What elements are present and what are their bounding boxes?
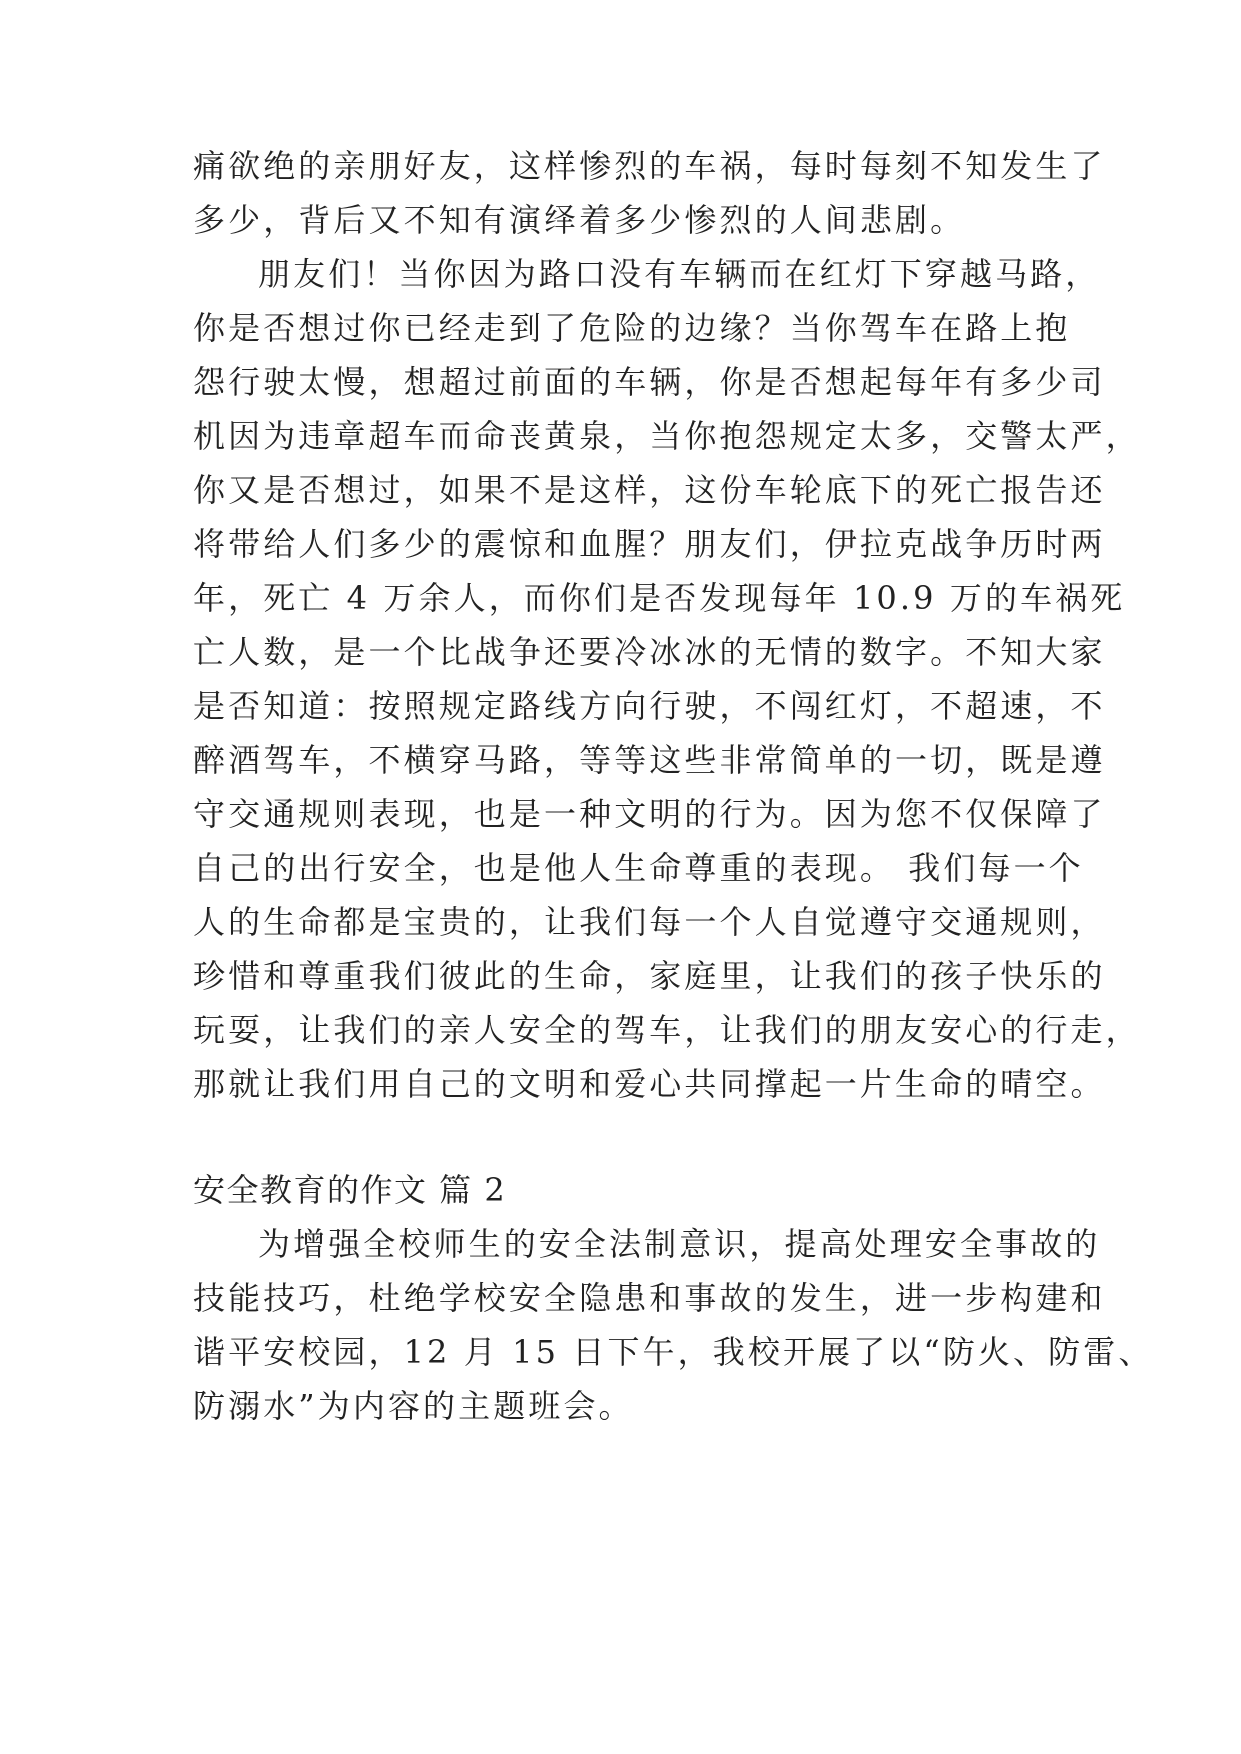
paragraph-2-line-2: 你是否想过你已经走到了危险的边缘？当你驾车在路上抱	[193, 309, 1071, 347]
paragraph-2-line-14: 珍惜和尊重我们彼此的生命，家庭里，让我们的孩子快乐的	[193, 957, 1106, 995]
paragraph-2-line-11: 守交通规则表现，也是一种文明的行为。因为您不仅保障了	[193, 795, 1106, 833]
paragraph-2-line-4: 机因为违章超车而命丧黄泉，当你抱怨规定太多，交警太严，	[193, 417, 1141, 455]
paragraph-2-line-6: 将带给人们多少的震惊和血腥？朋友们，伊拉克战争历时两	[193, 525, 1106, 563]
paragraph-3-line-1: 为增强全校师生的安全法制意识，提高处理安全事故的	[258, 1225, 1101, 1263]
paragraph-1-line-2: 多少，背后又不知有演绎着多少惨烈的人间悲剧。	[193, 201, 966, 239]
paragraph-3-line-3: 谐平安校园，12 月 15 日下午，我校开展了以“防火、防雷、	[193, 1333, 1154, 1371]
paragraph-2-line-8: 亡人数，是一个比战争还要冷冰冰的无情的数字。不知大家	[193, 633, 1106, 671]
paragraph-2-line-13: 人的生命都是宝贵的，让我们每一个人自觉遵守交通规则，	[193, 903, 1106, 941]
paragraph-2-line-10: 醉酒驾车，不横穿马路，等等这些非常简单的一切，既是遵	[193, 741, 1106, 779]
paragraph-3-line-2: 技能技巧，杜绝学校安全隐患和事故的发生，进一步构建和	[193, 1279, 1106, 1317]
section-heading: 安全教育的作文 篇 2	[193, 1171, 507, 1209]
paragraph-2-line-5: 你又是否想过，如果不是这样，这份车轮底下的死亡报告还	[193, 471, 1106, 509]
paragraph-2-line-7: 年，死亡 4 万余人，而你们是否发现每年 10.9 万的车祸死	[193, 579, 1126, 617]
paragraph-2-line-16: 那就让我们用自己的文明和爱心共同撑起一片生命的晴空。	[193, 1065, 1106, 1103]
paragraph-2-line-1: 朋友们！当你因为路口没有车辆而在红灯下穿越马路，	[258, 255, 1101, 293]
paragraph-2-line-9: 是否知道：按照规定路线方向行驶，不闯红灯，不超速，不	[193, 687, 1106, 725]
paragraph-2-line-12: 自己的出行安全，也是他人生命尊重的表现。 我们每一个	[193, 849, 1084, 887]
paragraph-3-line-4: 防溺水”为内容的主题班会。	[193, 1387, 634, 1425]
paragraph-1-line-1: 痛欲绝的亲朋好友，这样惨烈的车祸，每时每刻不知发生了	[193, 147, 1106, 185]
paragraph-2-line-15: 玩耍，让我们的亲人安全的驾车，让我们的朋友安心的行走，	[193, 1011, 1141, 1049]
paragraph-2-line-3: 怨行驶太慢，想超过前面的车辆，你是否想起每年有多少司	[193, 363, 1106, 401]
